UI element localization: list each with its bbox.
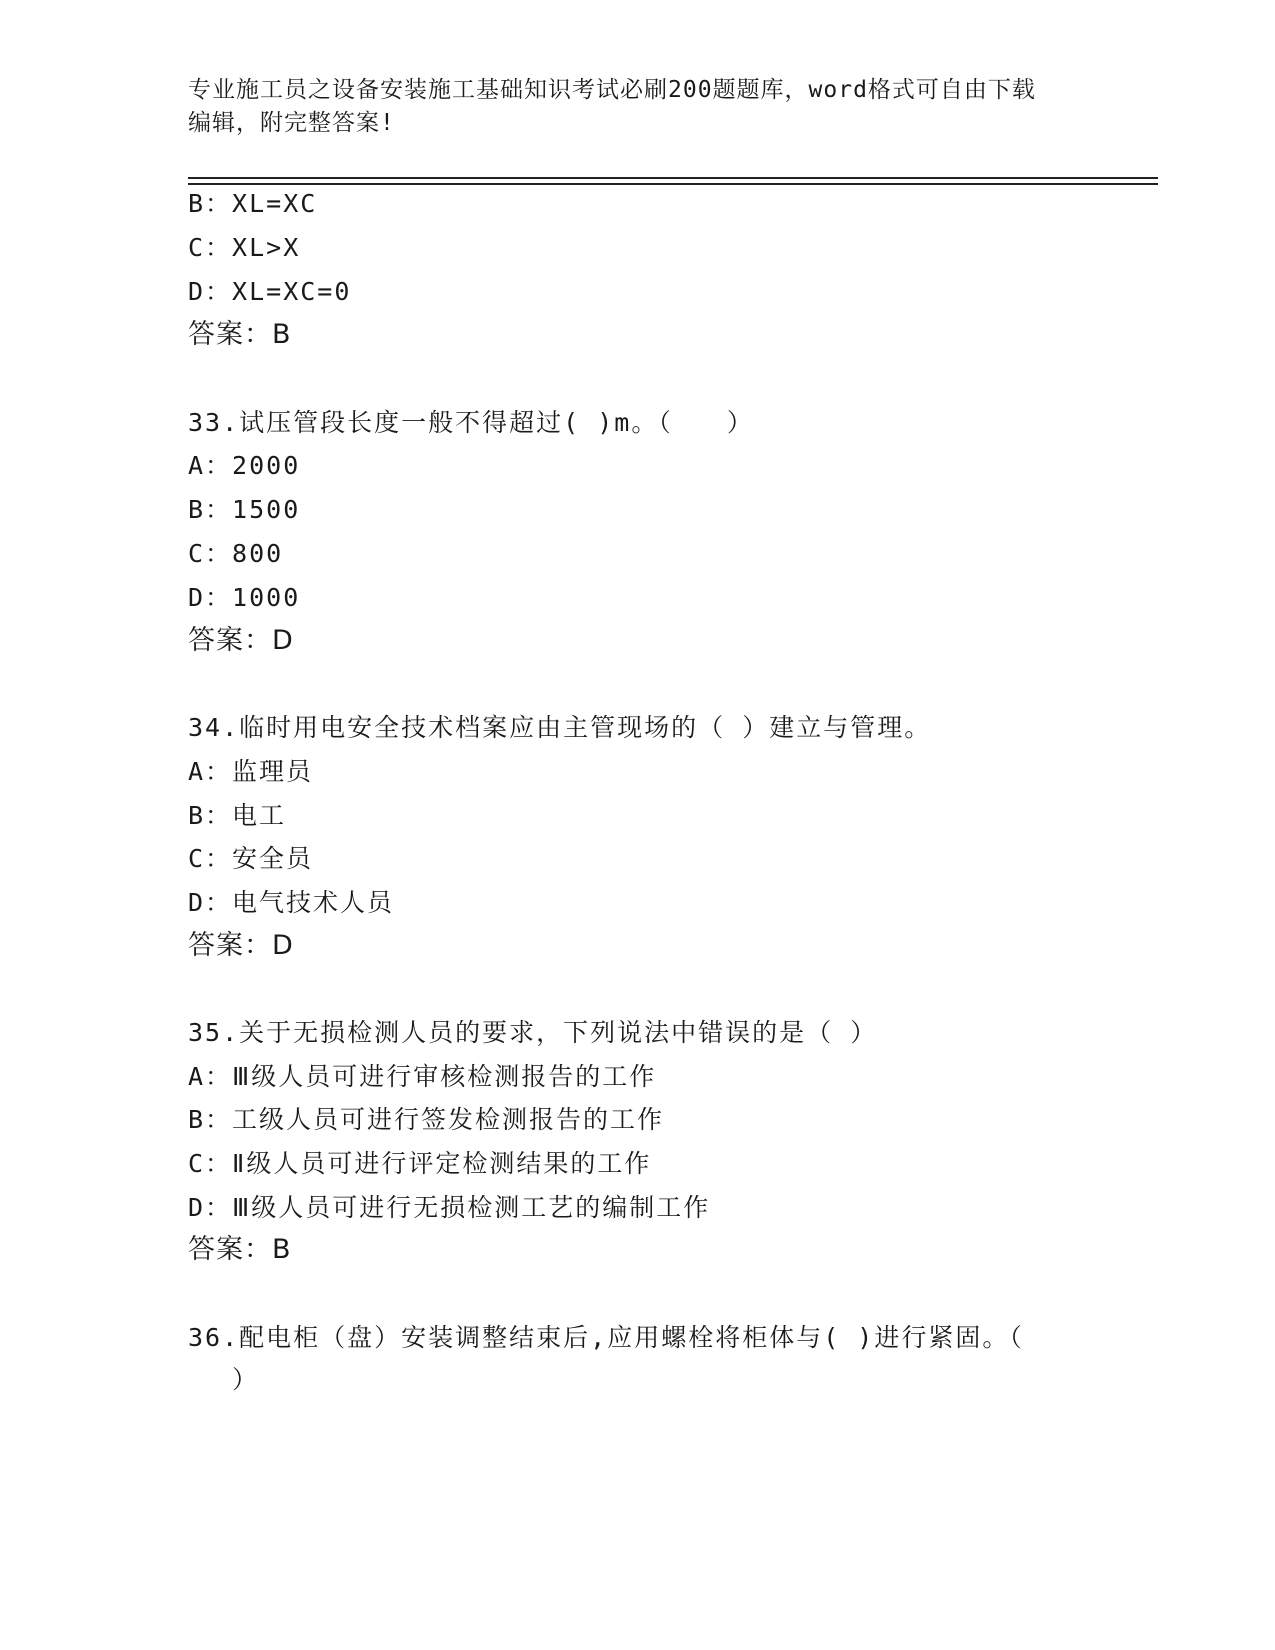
- q34-answer: 答案：D: [188, 930, 294, 961]
- q33-stem: 33.试压管段长度一般不得超过( )m。（ ）: [188, 408, 754, 437]
- q36-stem: 36.配电柜（盘）安装调整结束后,应用螺栓将柜体与( )进行紧固。（: [188, 1323, 1024, 1352]
- q32-option-d: D：XL=XC=0: [188, 277, 352, 306]
- q35-option-b: B：工级人员可进行签发检测报告的工作: [188, 1105, 665, 1134]
- header-line-1: 专业施工员之设备安装施工基础知识考试必刷200题题库，word格式可自由下载: [188, 77, 1036, 103]
- q33-option-c: C：800: [188, 539, 284, 568]
- q34-option-a: A：监理员: [188, 757, 314, 786]
- q32-option-c: C：XL>X: [188, 233, 301, 262]
- header-divider-bottom: [188, 183, 1158, 185]
- q33-option-b: B：1500: [188, 495, 301, 524]
- header-divider-top: [188, 177, 1158, 179]
- document-header: [188, 74, 1088, 140]
- q35-answer: 答案：B: [188, 1234, 292, 1265]
- q34-option-c: C：安全员: [188, 844, 314, 873]
- q33-answer: 答案：D: [188, 625, 294, 656]
- q34-option-d: D：电气技术人员: [188, 888, 395, 917]
- q35-option-a: A：Ⅲ级人员可进行审核检测报告的工作: [188, 1062, 657, 1091]
- q33-option-d: D：1000: [188, 583, 301, 612]
- q32-answer: 答案：B: [188, 319, 292, 350]
- q34-option-b: B：电工: [188, 801, 287, 830]
- q35-option-c: C：Ⅱ级人员可进行评定检测结果的工作: [188, 1149, 652, 1178]
- q32-option-b: B：XL=XC: [188, 189, 318, 218]
- q33-option-a: A：2000: [188, 451, 301, 480]
- header-line-2: 编辑，附完整答案!: [188, 110, 395, 136]
- q36-stem-end: ）: [232, 1365, 258, 1394]
- q35-option-d: D：Ⅲ级人员可进行无损检测工艺的编制工作: [188, 1193, 711, 1222]
- q35-stem: 35.关于无损检测人员的要求，下列说法中错误的是（ ）: [188, 1018, 878, 1047]
- q34-stem: 34.临时用电安全技术档案应由主管现场的（ ）建立与管理。: [188, 713, 932, 742]
